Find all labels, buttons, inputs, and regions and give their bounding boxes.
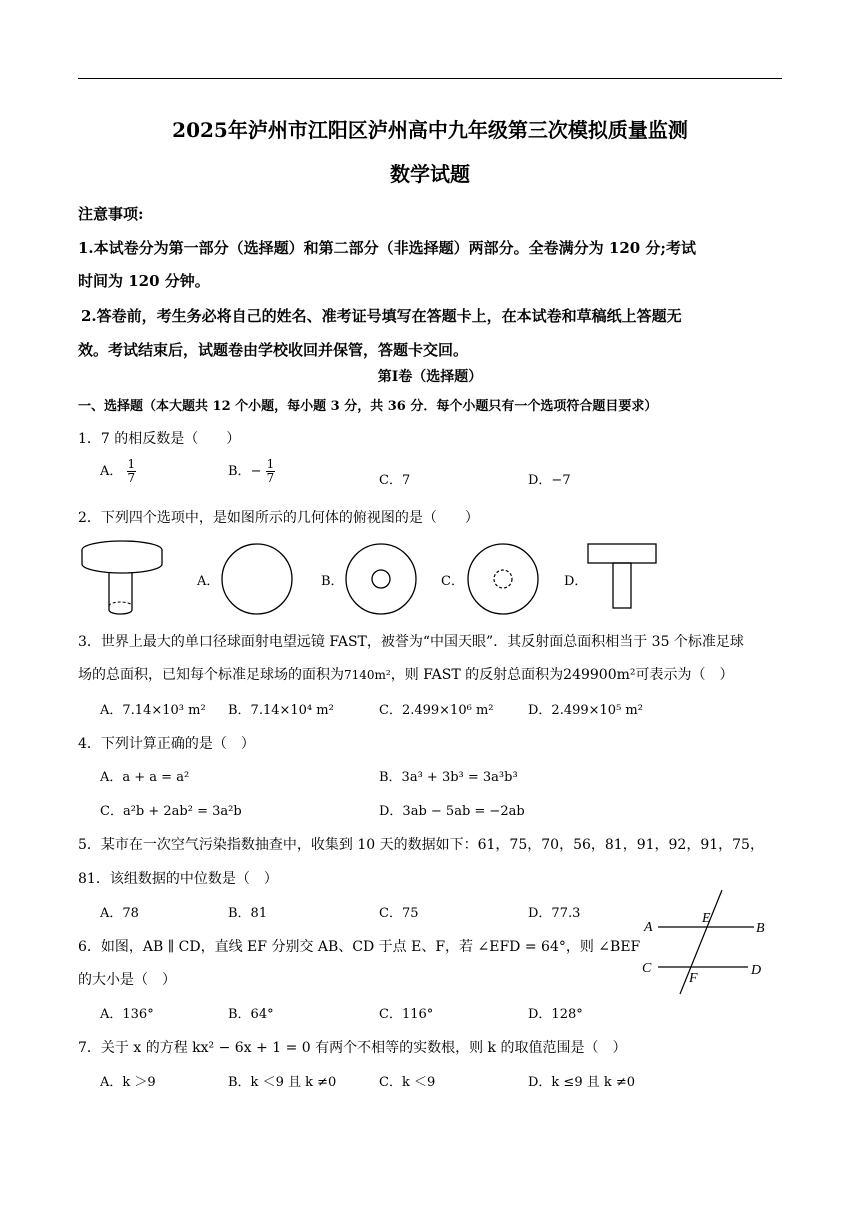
q3-field-area: 7140m²: [344, 668, 391, 682]
q2-option-c-figure: [466, 542, 540, 616]
q1-option-d: D．−7: [528, 473, 571, 488]
q1-a-den: 7: [127, 471, 136, 485]
notice-item1-line1: 1.本试卷分为第一部分（选择题）和第二部分（非选择题）两部分。全卷满分为 120 分;考试: [78, 239, 696, 257]
q5-line2: 81．该组数据的中位数是（ ）: [78, 871, 278, 887]
q6-label-f: F: [689, 971, 698, 986]
q5-option-c: C．75: [379, 906, 419, 921]
q4-option-b: B．3a³ + 3b³ = 3a³b³: [379, 770, 518, 785]
q1-a-num: 1: [127, 457, 136, 471]
q2-solid-figure: [80, 540, 164, 618]
q6-option-a: A．136°: [100, 1007, 154, 1022]
q5-option-d: D．77.3: [528, 906, 581, 921]
q2-option-b-figure: [344, 542, 418, 616]
notice-item1-line2: 时间为 120 分钟。: [78, 272, 210, 290]
q4-stem: 4．下列计算正确的是（ ）: [78, 736, 255, 752]
q6-line1: 6．如图，AB ∥ CD，直线 EF 分别交 AB、CD 于点 E、F，若 ∠EFD = 64°，则 ∠BEF: [78, 939, 641, 955]
notice-heading: 注意事项:: [78, 205, 144, 223]
q1-a-fraction: [127, 458, 137, 485]
q4-option-d: D．3ab − 5ab = −2ab: [379, 804, 525, 819]
q2-option-c-label: C．: [441, 574, 464, 589]
q1-stem: 1．7 的相反数是（ ）: [78, 431, 241, 447]
q6-option-c: C．116°: [379, 1007, 434, 1022]
q6-label-b: B: [756, 921, 765, 936]
section-heading: 一、选择题（本大题共 12 个小题，每小题 3 分，共 36 分．每个小题只有一个选项符合题目要求）: [78, 399, 658, 414]
q1-b-num: 1: [266, 457, 275, 471]
q1-b-sign: −: [250, 464, 262, 479]
q3-line2-text-a: 场的总面积，已知每个标准足球场的面积为: [78, 667, 344, 683]
q6-parallel-lines-figure: [638, 884, 774, 996]
q1-option-c: C．7: [379, 473, 411, 488]
q2-option-a-label: A．: [197, 574, 220, 589]
q1-option-b: [228, 458, 275, 485]
q4-option-c: C．a²b + 2ab² = 3a²b: [100, 804, 242, 819]
q5-option-a: A．78: [100, 906, 139, 921]
q1-a-label: A．: [100, 464, 123, 479]
q1-b-label: B．: [228, 464, 251, 479]
q3-option-a: A．7.14×10³ m²: [100, 703, 206, 718]
exam-subtitle: 数学试题: [390, 162, 470, 186]
q3-total-area: 249900m²: [563, 667, 636, 683]
q4-option-a: A．a + a = a²: [100, 770, 190, 785]
q6-line2: 的大小是（ ）: [78, 972, 176, 988]
q5-option-b: B．81: [228, 906, 268, 921]
q6-option-d: D．128°: [528, 1007, 583, 1022]
q7-option-c: C．k ＜9: [379, 1075, 436, 1090]
q7-stem: 7．关于 x 的方程 kx² − 6x + 1 = 0 有两个不相等的实数根，则 k 的取值范围是（ ）: [78, 1040, 627, 1056]
q2-option-d-figure: [586, 542, 660, 612]
q7-option-b: B．k ＜9 且 k ≠0: [228, 1075, 337, 1090]
notice-item2-line1: 2.答卷前，考生务必将自己的姓名、准考证号填写在答题卡上，在本试卷和草稿纸上答题无: [81, 307, 682, 325]
q3-line2-text-c: 可表示为（ ）: [635, 667, 734, 683]
q3-line1: 3．世界上最大的单口径球面射电望远镜 FAST，被誉为“中国天眼”．其反射面总面积相当于 35 个标准足球: [78, 634, 744, 650]
q6-option-b: B．64°: [228, 1007, 274, 1022]
q3-line2-text-b: ，则 FAST 的反射总面积为: [390, 667, 564, 683]
q6-label-d: D: [751, 963, 762, 978]
q1-option-a: [100, 458, 136, 485]
notice-item2-line2: 效。考试结束后，试题卷由学校收回并保管，答题卡交回。: [78, 341, 469, 359]
q3-option-b: B．7.14×10⁴ m²: [228, 703, 334, 718]
q7-option-d: D．k ≤9 且 k ≠0: [528, 1075, 636, 1090]
q3-option-d: D．2.499×10⁵ m²: [528, 703, 643, 718]
q5-line1: 5．某市在一次空气污染指数抽查中，收集到 10 天的数据如下：61，75，70，56，81，91，92，91，75，: [78, 837, 764, 853]
q6-label-c: C: [642, 961, 652, 976]
top-rule: [78, 78, 782, 79]
q2-stem: 2．下列四个选项中，是如图所示的几何体的俯视图的是（ ）: [78, 510, 479, 526]
q1-b-den: 7: [266, 471, 275, 485]
q2-option-d-label: D．: [564, 574, 588, 589]
q6-label-e: E: [702, 911, 711, 926]
exam-title: 2025年泸州市江阳区泸州高中九年级第三次模拟质量监测: [172, 118, 688, 142]
q3-line2: [78, 664, 734, 684]
q7-option-a: A．k ＞9: [100, 1075, 156, 1090]
part-title: 第Ⅰ卷（选择题）: [377, 369, 483, 385]
q3-option-c: C．2.499×10⁶ m²: [379, 703, 494, 718]
q6-label-a: A: [644, 920, 653, 935]
q1-b-fraction: [266, 458, 276, 485]
q2-option-a-figure: [220, 542, 294, 616]
q2-option-b-label: B．: [321, 574, 344, 589]
